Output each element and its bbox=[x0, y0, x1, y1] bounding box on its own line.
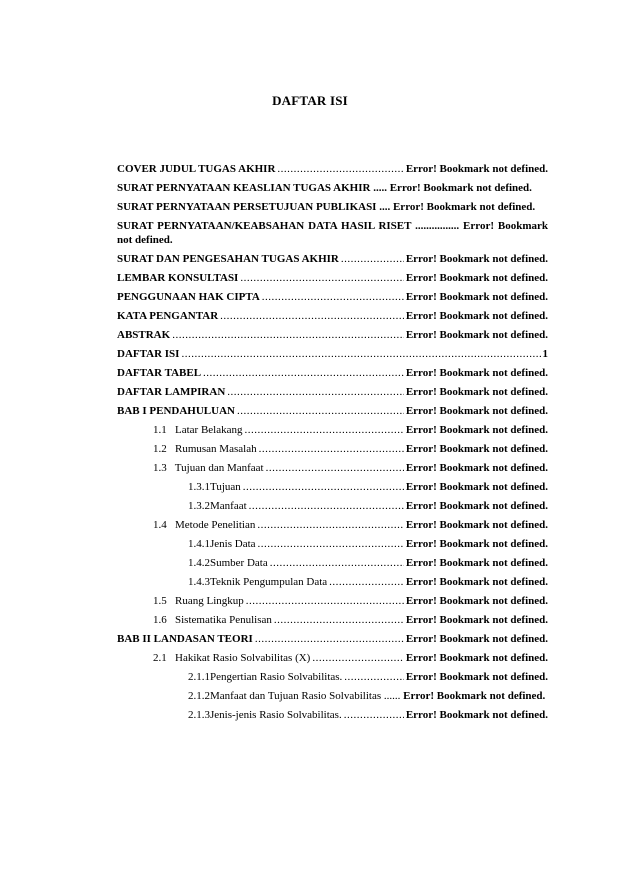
toc-entry[interactable] bbox=[117, 271, 548, 285]
toc-label: KATA PENGANTAR bbox=[117, 310, 219, 322]
toc-entry[interactable] bbox=[117, 594, 548, 608]
toc-label: DAFTAR ISI bbox=[117, 348, 180, 360]
toc-page: Error! Bookmark not defined. bbox=[405, 329, 548, 341]
toc-label: DAFTAR LAMPIRAN bbox=[117, 386, 226, 398]
toc-label: 1.6 Sistematika Penulisan bbox=[153, 614, 272, 626]
toc-label: 1.1 Latar Belakang bbox=[153, 424, 243, 436]
toc-page: Error! Bookmark not defined. bbox=[405, 614, 548, 626]
toc-entry[interactable] bbox=[117, 461, 548, 475]
toc-label: BAB II LANDASAN TEORI bbox=[117, 633, 253, 645]
toc-label: 1.5 Ruang Lingkup bbox=[153, 595, 244, 607]
toc-page: Error! Bookmark not defined. bbox=[405, 557, 548, 569]
toc-page: Error! Bookmark not defined. bbox=[403, 690, 546, 702]
toc-entry[interactable] bbox=[117, 442, 548, 456]
toc-label: 2.1.1Pengertian Rasio Solvabilitas. bbox=[188, 671, 343, 683]
toc-entry[interactable] bbox=[117, 651, 548, 665]
toc-label: BAB I PENDAHULUAN bbox=[117, 405, 235, 417]
toc-page: Error! Bookmark not defined. bbox=[405, 405, 548, 417]
toc-page: Error! Bookmark not defined. bbox=[405, 291, 548, 303]
toc-entry[interactable] bbox=[117, 404, 548, 418]
toc-page: Error! Bookmark not defined. bbox=[405, 272, 548, 284]
toc-label: 1.4.1Jenis Data bbox=[188, 538, 256, 550]
toc-page: Error! Bookmark not defined. bbox=[405, 462, 548, 474]
toc-entry[interactable] bbox=[117, 309, 548, 323]
toc-entry[interactable] bbox=[117, 556, 548, 570]
toc-page: Error! Bookmark not defined. bbox=[405, 481, 548, 493]
toc-label: 2.1.3Jenis-jenis Rasio Solvabilitas. bbox=[188, 709, 342, 721]
toc-entry[interactable] bbox=[117, 162, 548, 176]
toc-entry[interactable] bbox=[117, 613, 548, 627]
toc-page: Error! Bookmark not defined. bbox=[405, 500, 548, 512]
toc-label: 1.4.3Teknik Pengumpulan Data bbox=[188, 576, 328, 588]
toc-label: ABSTRAK bbox=[117, 329, 171, 341]
toc-label: SURAT PERNYATAAN/KEABSAHAN DATA HASIL RISET bbox=[117, 220, 412, 232]
table-of-contents bbox=[117, 162, 548, 727]
toc-entry[interactable]: 2.1.2Manfaat dan Tujuan Rasio Solvabilitas ...... Error! Bookmark not defined. bbox=[188, 690, 546, 702]
toc-page: Error! Bookmark not defined. bbox=[117, 220, 548, 246]
toc-page: Error! Bookmark not defined. bbox=[405, 310, 548, 322]
toc-entry[interactable] bbox=[117, 670, 548, 684]
toc-page: Error! Bookmark not defined. bbox=[405, 163, 548, 175]
page-title: DAFTAR ISI bbox=[272, 93, 348, 108]
toc-entry[interactable] bbox=[117, 575, 548, 589]
toc-page: Error! Bookmark not defined. bbox=[405, 633, 548, 645]
toc-label: SURAT PERNYATAAN KEASLIAN TUGAS AKHIR bbox=[117, 182, 371, 194]
toc-entry[interactable] bbox=[117, 290, 548, 304]
toc-entry[interactable] bbox=[117, 252, 548, 266]
toc-label: SURAT PERNYATAAN PERSETUJUAN PUBLIKASI bbox=[117, 201, 377, 213]
toc-entry[interactable]: SURAT PERNYATAAN PERSETUJUAN PUBLIKASI .... Error! Bookmark not defined. bbox=[117, 201, 536, 213]
toc-page: Error! Bookmark not defined. bbox=[405, 386, 548, 398]
toc-page: Error! Bookmark not defined. bbox=[405, 519, 548, 531]
toc-label: COVER JUDUL TUGAS AKHIR bbox=[117, 163, 276, 175]
toc-page: 1 bbox=[542, 348, 548, 360]
toc-page: Error! Bookmark not defined. bbox=[389, 182, 532, 194]
toc-entry[interactable]: SURAT PERNYATAAN/KEABSAHAN DATA HASIL RISET ................ Error! Bookmark not defined. bbox=[117, 220, 548, 246]
toc-entry[interactable] bbox=[117, 480, 548, 494]
toc-entry[interactable] bbox=[117, 632, 548, 646]
toc-label: 1.2 Rumusan Masalah bbox=[153, 443, 257, 455]
toc-page: Error! Bookmark not defined. bbox=[405, 595, 548, 607]
toc-label: 1.3 Tujuan dan Manfaat bbox=[153, 462, 264, 474]
toc-label: 2.1.2Manfaat dan Tujuan Rasio Solvabilitas bbox=[188, 690, 382, 702]
toc-label: 1.3.2Manfaat bbox=[188, 500, 247, 512]
toc-entry[interactable] bbox=[117, 537, 548, 551]
toc-page: Error! Bookmark not defined. bbox=[392, 201, 536, 213]
toc-entry[interactable] bbox=[117, 347, 548, 361]
toc-page: Error! Bookmark not defined. bbox=[405, 253, 548, 265]
toc-label: 2.1 Hakikat Rasio Solvabilitas (X) bbox=[153, 652, 311, 664]
toc-entry[interactable] bbox=[117, 708, 548, 722]
toc-page: Error! Bookmark not defined. bbox=[405, 671, 548, 683]
toc-label: 1.4 Metode Penelitian bbox=[153, 519, 256, 531]
toc-label: SURAT DAN PENGESAHAN TUGAS AKHIR bbox=[117, 253, 339, 265]
toc-page: Error! Bookmark not defined. bbox=[405, 443, 548, 455]
toc-label: DAFTAR TABEL bbox=[117, 367, 202, 379]
toc-entry[interactable] bbox=[117, 366, 548, 380]
toc-entry[interactable] bbox=[117, 423, 548, 437]
toc-page: Error! Bookmark not defined. bbox=[405, 367, 548, 379]
toc-page: Error! Bookmark not defined. bbox=[405, 424, 548, 436]
toc-label: 1.3.1Tujuan bbox=[188, 481, 241, 493]
toc-entry[interactable] bbox=[117, 328, 548, 342]
toc-entry[interactable] bbox=[117, 385, 548, 399]
toc-label: LEMBAR KONSULTASI bbox=[117, 272, 239, 284]
toc-page: Error! Bookmark not defined. bbox=[405, 652, 548, 664]
toc-page: Error! Bookmark not defined. bbox=[405, 576, 548, 588]
toc-entry[interactable]: SURAT PERNYATAAN KEASLIAN TUGAS AKHIR ..... Error! Bookmark not defined. bbox=[117, 182, 532, 194]
toc-page: Error! Bookmark not defined. bbox=[405, 709, 548, 721]
toc-page: Error! Bookmark not defined. bbox=[405, 538, 548, 550]
toc-label: 1.4.2Sumber Data bbox=[188, 557, 268, 569]
toc-entry[interactable] bbox=[117, 499, 548, 513]
toc-label: PENGGUNAAN HAK CIPTA bbox=[117, 291, 260, 303]
toc-entry[interactable] bbox=[117, 518, 548, 532]
